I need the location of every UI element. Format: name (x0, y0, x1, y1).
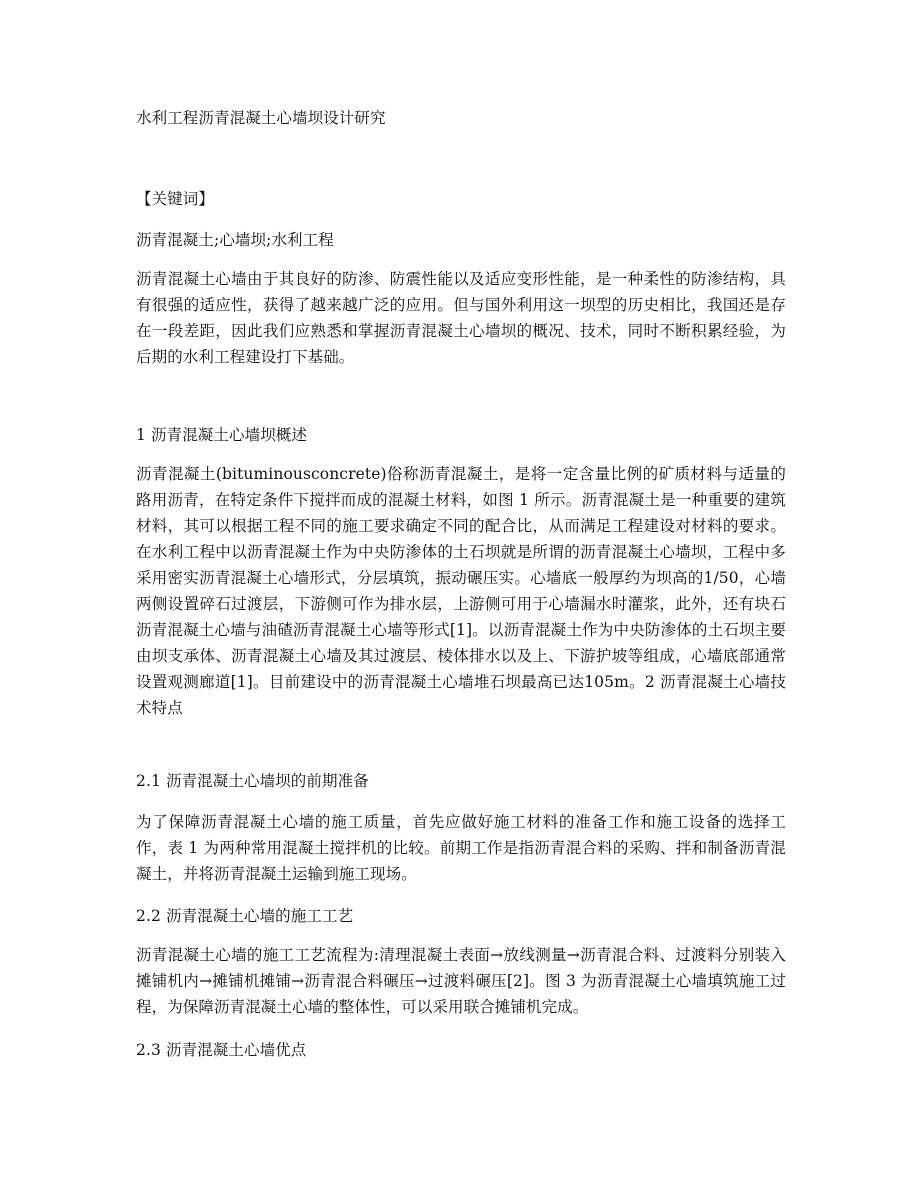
section-paragraph: 沥青混凝土心墙的施工工艺流程为:清理混凝土表面→放线测量→沥青混合料、过渡料分别装入摊铺机内→摊铺机摊铺→沥青混合料碾压→过渡料碾压[2]。图 3 为沥青混凝土心墙填筑施工过程，为保障沥青混凝土心墙的整体性，可以采用联合摊铺机完成。 (136, 946, 786, 1016)
section-heading: 2.1 沥青混凝土心墙坝的前期准备 (136, 772, 369, 790)
section-heading: 2.3 沥青混凝土心墙优点 (136, 1041, 307, 1059)
keywords-list: 沥青混凝土;心墙坝;水利工程 (136, 231, 334, 249)
section-paragraph: 为了保障沥青混凝土心墙的施工质量，首先应做好施工材料的准备工作和施工设备的选择工作，表 1 为两种常用混凝土搅拌机的比较。前期工作是指沥青混合料的采购、拌和制备沥青混凝土，并将沥青混凝土运输到施工现场。 (136, 813, 786, 883)
section-paragraph: 沥青混凝土(bituminousconcrete)俗称沥青混凝土，是将一定含量比例的矿质材料与适量的路用沥青，在特定条件下搅拌而成的混凝土材料，如图 1 所示。沥青混凝土是一种重要的建筑材料，其可以根据工程不同的施工要求确定不同的配合比，从而满足工程建设对材料的要求。在水利工程中以沥青混凝土作为中央防渗体的土石坝就是所谓的沥青混凝土心墙坝，工程中多采用密实沥青混凝土心墙形式，分层填筑，振动碾压实。心墙底一般厚约为坝高的1/50，心墙两侧设置碎石过渡层，下游侧可作为排水层，上游侧可用于心墙漏水时灌浆，此外，还有块石沥青混凝土心墙与油碴沥青混凝土心墙等形式[1]。以沥青混凝土作为中央防渗体的土石坝主要由坝支承体、沥青混凝土心墙及其过渡层、棱体排水以及上、下游护坡等组成，心墙底部通常设置观测廊道[1]。目前建设中的沥青混凝土心墙堆石坝最高已达105m。2 沥青混凝土心墙技术特点 (136, 465, 786, 717)
document-title: 水利工程沥青混凝土心墙坝设计研究 (136, 109, 386, 127)
section-heading: 2.2 沥青混凝土心墙的施工工艺 (136, 907, 354, 925)
abstract-paragraph: 沥青混凝土心墙由于其良好的防渗、防震性能以及适应变形性能，是一种柔性的防渗结构，具有很强的适应性，获得了越来越广泛的应用。但与国外利用这一坝型的历史相比，我国还是存在一段差距，因此我们应熟悉和掌握沥青混凝土心墙坝的概况、技术，同时不断积累经验，为后期的水利工程建设打下基础。 (136, 270, 786, 366)
keywords-heading: 【关键词】 (136, 190, 215, 208)
section-heading: 1 沥青混凝土心墙坝概述 (136, 426, 307, 444)
